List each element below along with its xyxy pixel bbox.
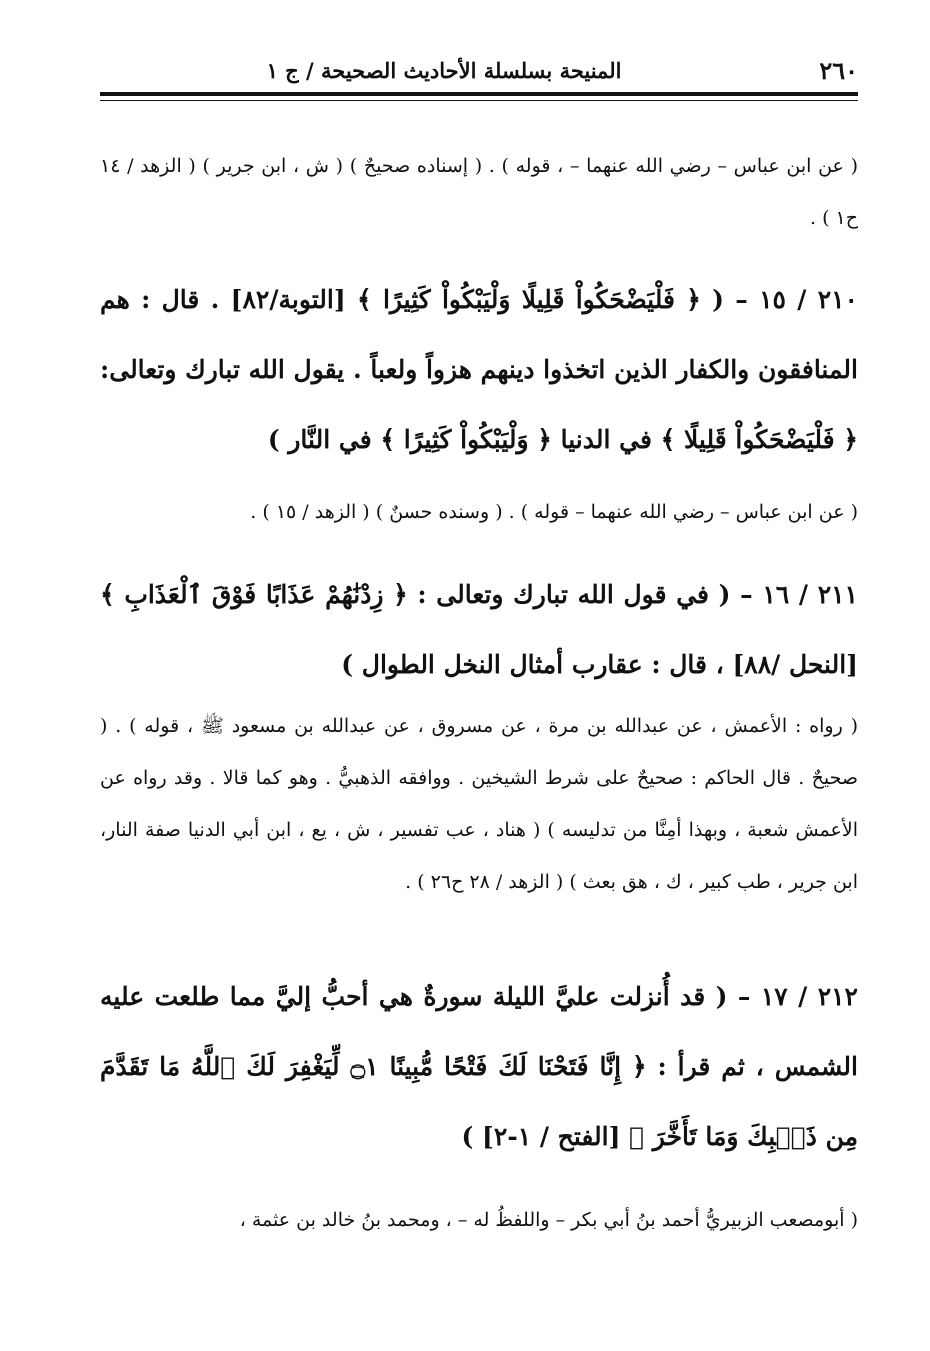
header-rule-thick (100, 92, 858, 96)
citation-note: ( أبومصعب الزبيريُّ أحمد بنُ أبي بكر – واللفظُ له – ، ومحمد بنُ خالد بن عثمة ، (239, 1209, 858, 1231)
running-title: المنيحة بسلسلة الأحاديث الصحيحة / ج ١ (266, 58, 622, 83)
hadith-210: ٢١٠ / ١٥ – ( ﴿ فَلْيَضْحَكُواْ قَلِيلًا وَلْيَبْكُواْ كَثِيرًا ﴾ [التوبة/٨٢] . قال : هم المنافقون والكفار الذين اتخذوا دينهم هزواً ولعباً . يقول الله تبارك وتعالى: ﴿ فَلْيَضْحَكُواْ قَلِيلًا ﴾ في الدنيا ﴿ وَلْيَبْكُواْ كَثِيرًا ﴾ في النَّار ) (100, 285, 858, 454)
page-header (100, 52, 858, 96)
citation-note: ( رواه : الأعمش ، عن عبدالله بن مرة ، عن مسروق ، عن عبدالله بن مسعود ﷺ ، قوله ) . ( صحيحٌ . قال الحاكم : صحيحٌ على شرط الشيخين . ووافقه الذهبيُّ . وهو كما قالا . وقد رواه عن الأعمش شعبة ، وبهذا أمِنَّا من تدليسه ) ( هناد ، عب تفسير ، ش ، يع ، ابن أبي الدنيا صفة النار، ابن جرير ، طب كبير ، ك ، هق بعث ) ( الزهد / ٢٨ ح٢٦ ) . (100, 715, 858, 893)
page-number: ٢٦٠ (819, 56, 858, 85)
hadith-212: ٢١٢ / ١٧ – ( قد أُنزلت عليَّ الليلة سورةٌ هي أحبُّ إليَّ مما طلعت عليه الشمس ، ثم قرأ : ﴿ إِنَّا فَتَحْنَا لَكَ فَتْحًا مُّبِينًا ۝١ لِّيَغْفِرَ لَكَ ٱللَّهُ مَا تَقَدَّمَ مِن ذَنۢبِكَ وَمَا تَأَخَّرَ ﴾ [الفتح / ١-٢] ) (100, 982, 858, 1151)
header-rule-thin (100, 100, 858, 101)
hadith-211: ٢١١ / ١٦ – ( في قول الله تبارك وتعالى : ﴿ زِدْنَٰهُمْ عَذَابًا فَوْقَ ٱلْعَذَابِ ﴾ [النحل /٨٨] ، قال : عقارب أمثال النخل الطوال ) (100, 580, 858, 679)
citation-note: ( عن ابن عباس – رضي الله عنهما – قوله ) . ( وسنده حسنٌ ) ( الزهد / ١٥ ) . (250, 501, 858, 523)
citation-note: ( عن ابن عباس – رضي الله عنهما – ، قوله ) . ( إسناده صحيحٌ ) ( ش ، ابن جرير ) ( الزهد / ١٤ ح١ ) . (100, 155, 858, 229)
